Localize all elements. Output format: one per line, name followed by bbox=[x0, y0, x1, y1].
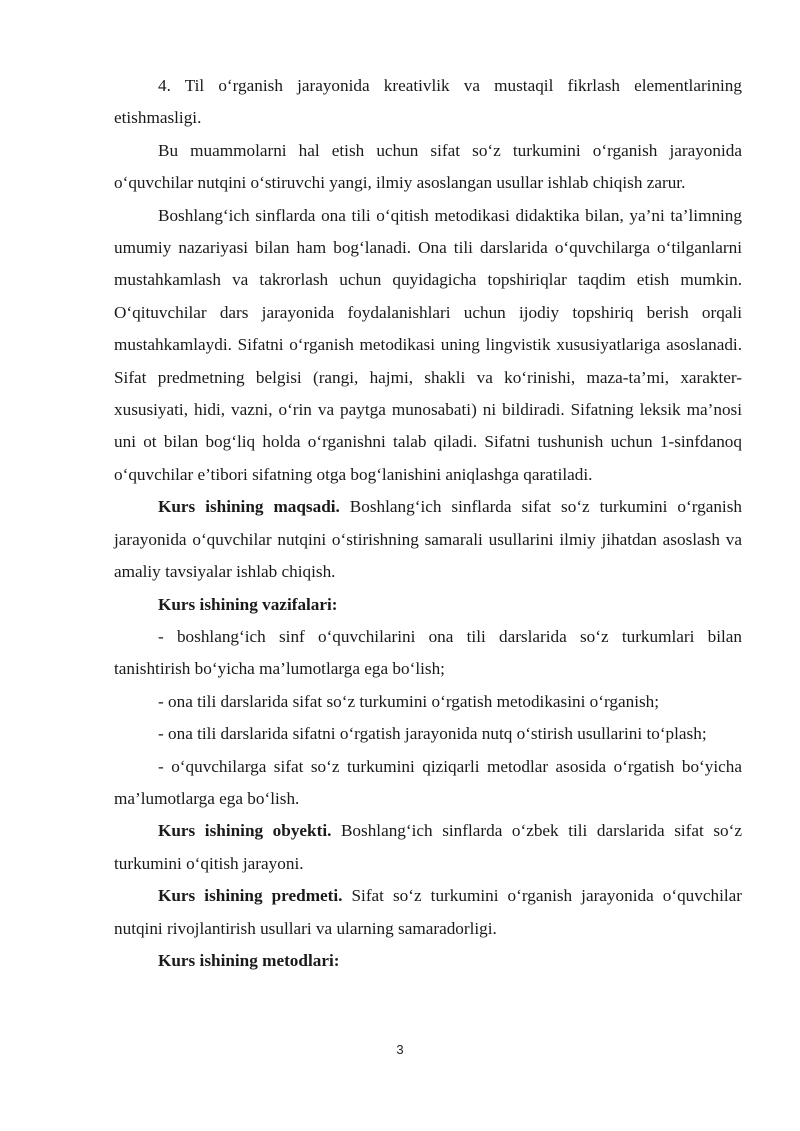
document-page bbox=[114, 70, 742, 977]
paragraph-methods-heading: Kurs ishining metodlari: bbox=[158, 950, 340, 970]
paragraph-1: 4. Til o‘rganish jarayonida kreativlik va mustaqil fikrlash elementlarining etishmasligi. bbox=[114, 76, 742, 128]
paragraph-tasks-heading: Kurs ishining vazifalari: bbox=[158, 594, 338, 614]
task-item-3: - ona tili darslarida sifatni o‘rgatish jarayonida nutq o‘stirish usullarini to‘plash; bbox=[158, 724, 707, 744]
paragraph-3: Boshlang‘ich sinflarda ona tili o‘qitish metodikasi didaktika bilan, ya’ni ta’limning umumiy nazariyasi bilan ham bog‘lanadi. Ona tili darslarida o‘quvchilarga o‘tilganlarni mustahkamlash va takrorlash uchun quyidagicha topshiriqlar taqdim etish mumkin. O‘qituvchilar dars jarayonida foydalanishlari uchun ijodiy topshiriq berish orqali mustahkamlaydi. Sifatni o‘rganish metodikasi uning lingvistik xususiyatlariga asoslanadi. Sifat predmetning belgisi (rangi, hajmi, shakli va ko‘rinishi, maza-ta’mi, xarakter-xususiyati, hidi, vazni, o‘rin va paytga munosabati) ni bildiradi. Sifatning leksik ma’nosi uni ot bilan bog‘liq holda o‘rganishni talab qiladi. Sifatni tushunish uchun 1-sinfdanoq o‘quvchilar e’tibori sifatning otga bog‘lanishini aniqlashga qaratiladi. bbox=[114, 205, 742, 484]
paragraph-2: Bu muammolarni hal etish uchun sifat so‘z turkumini o‘rganish jarayonida o‘quvchilar nutqini o‘stiruvchi yangi, ilmiy asoslangan usullar ishlab chiqish zarur. bbox=[114, 140, 742, 193]
page-number: 3 bbox=[396, 1042, 404, 1057]
paragraph-aim: Kurs ishining maqsadi. Boshlang‘ich sinflarda sifat so‘z turkumini o‘rganish jarayonida o‘quvchilar nutqini o‘stirishning samarali usullarini ilmiy jihatdan asoslash va amaliy tavsiyalar ishlab chiqish. bbox=[114, 497, 742, 582]
paragraph-subject: Kurs ishining predmeti. Sifat so‘z turkumini o‘rganish jarayonida o‘quvchilar nutqini rivojlantirish usullari va ularning samaradorligi. bbox=[114, 886, 742, 938]
task-item-4: - o‘quvchilarga sifat so‘z turkumini qiziqarli metodlar asosida o‘rgatish bo‘yicha ma’lumotlarga ega bo‘lish. bbox=[114, 756, 742, 808]
paragraph-object: Kurs ishining obyekti. Boshlang‘ich sinflarda o‘zbek tili darslarida sifat so‘z turkumini o‘qitish jarayoni. bbox=[114, 821, 743, 873]
task-item-2: - ona tili darslarida sifat so‘z turkumini o‘rgatish metodikasini o‘rganish; bbox=[158, 691, 660, 711]
task-item-1: - boshlang‘ich sinf o‘quvchilarini ona tili darslarida so‘z turkumlari bilan tanishtirish bo‘yicha ma’lumotlarga ega bo‘lish; bbox=[114, 626, 742, 679]
